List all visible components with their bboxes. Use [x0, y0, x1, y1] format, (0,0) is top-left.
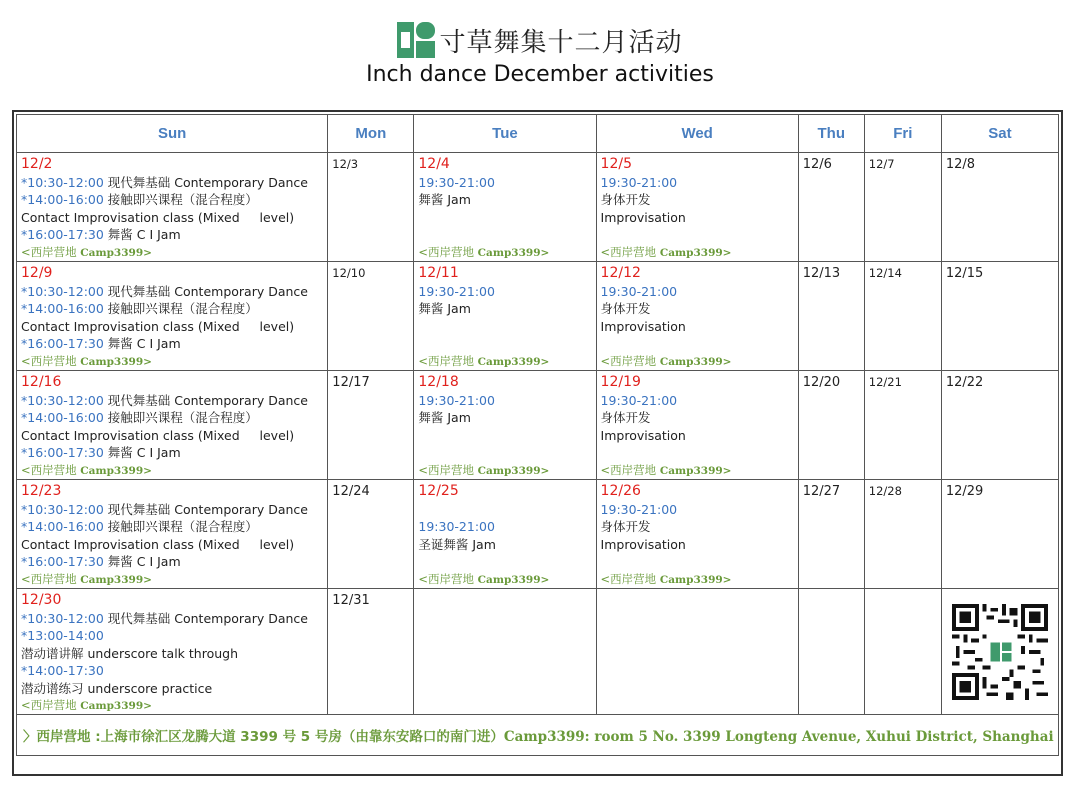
time: *10:30-12:00	[21, 174, 104, 190]
date: 12/31	[332, 593, 370, 608]
activity: Improvisation	[600, 536, 686, 552]
activity: 身体开发	[600, 519, 651, 534]
date: 12/19	[600, 374, 641, 390]
activity: 现代舞基础 Contemporary Dance	[103, 501, 308, 517]
activity: 接触即兴课程（混合程度）	[103, 301, 258, 316]
time: *10:30-12:00	[21, 501, 104, 517]
activity: 接触即兴课程（混合程度）	[103, 192, 258, 207]
tue-cell	[414, 262, 595, 370]
title-row	[0, 18, 1080, 62]
time: *16:00-17:30	[21, 554, 104, 569]
header-thu: Thu	[798, 115, 864, 153]
weekday-header-row	[17, 115, 1059, 153]
page-header	[0, 18, 1080, 87]
camp-label: <西岸营地 Camp3399>	[600, 354, 732, 368]
time: 19:30-21:00	[418, 174, 495, 190]
sun-cell	[17, 262, 327, 370]
activity: 圣诞舞酱 Jam	[418, 536, 496, 552]
sun-cell	[17, 153, 327, 261]
camp-address	[17, 715, 1059, 756]
camp-label: <西岸营地 Camp3399>	[418, 463, 550, 477]
date: 12/28	[868, 484, 902, 498]
activity: 潜动谱练习 underscore practice	[21, 680, 213, 696]
date: 12/5	[600, 156, 632, 172]
camp-label: <西岸营地 Camp3399>	[600, 245, 732, 259]
title-chinese: 寸草舞集十二月活动	[439, 27, 683, 58]
activity: Contact Improvisation class (Mixed level)	[21, 536, 295, 552]
time: 19:30-21:00	[600, 392, 678, 408]
date: 12/27	[802, 484, 841, 499]
camp-label: <西岸营地 Camp3399>	[600, 463, 732, 477]
date: 12/29	[945, 484, 984, 499]
activity: 现代舞基础 Contemporary Dance	[103, 174, 308, 190]
time: 19:30-21:00	[418, 283, 495, 299]
date: 12/14	[868, 266, 902, 280]
activity: Improvisation	[600, 427, 686, 443]
date: 12/13	[802, 266, 841, 281]
time: *10:30-12:00	[21, 610, 104, 626]
date: 12/30	[21, 592, 62, 608]
date: 12/8	[945, 157, 976, 172]
activity: 身体开发	[600, 301, 651, 316]
header-wed: Wed	[596, 115, 798, 153]
date: 12/3	[332, 157, 359, 171]
wed-cell	[597, 371, 798, 479]
time: 19:30-21:00	[600, 174, 678, 190]
sun-cell	[17, 589, 327, 714]
date: 12/9	[21, 265, 53, 281]
date: 12/22	[945, 375, 984, 390]
camp-label: <西岸营地 Camp3399>	[21, 245, 152, 259]
activity: 现代舞基础 Contemporary Dance	[103, 610, 308, 626]
date: 12/18	[418, 374, 459, 390]
activity: 舞酱 Jam	[418, 192, 471, 207]
camp-label: <西岸营地 Camp3399>	[600, 572, 732, 586]
date: 12/4	[418, 156, 450, 172]
wed-cell	[597, 480, 798, 588]
time: *16:00-17:30	[21, 336, 104, 351]
date: 12/20	[802, 375, 841, 390]
date: 12/16	[21, 374, 62, 390]
week-row	[17, 371, 1059, 480]
activity: 现代舞基础 Contemporary Dance	[103, 283, 308, 299]
camp-label: <西岸营地 Camp3399>	[418, 354, 550, 368]
address-cn: 〉西岸营地 :上海市徐汇区龙腾大道 3399 号 5 号房（由靠东安路口的南门进）	[23, 729, 504, 745]
footer-row	[17, 715, 1059, 756]
time: 19:30-21:00	[418, 519, 495, 534]
date: 12/24	[332, 484, 370, 499]
time: *14:00-16:00	[21, 410, 104, 425]
week-row	[17, 480, 1059, 589]
tue-cell	[414, 480, 595, 588]
time: *14:00-17:30	[21, 663, 104, 678]
qr-cell	[942, 589, 1058, 714]
activity: 接触即兴课程（混合程度）	[103, 519, 258, 534]
activity: 现代舞基础 Contemporary Dance	[103, 392, 308, 408]
wed-cell	[597, 262, 798, 370]
activity: 舞酱 C I Jam	[103, 227, 181, 242]
wed-cell	[597, 153, 798, 261]
tue-cell	[414, 153, 595, 261]
camp-label: <西岸营地 Camp3399>	[418, 245, 550, 259]
header-sat: Sat	[941, 115, 1058, 153]
sun-cell	[17, 371, 327, 479]
address-en: Camp3399: room 5 No. 3399 Longteng Avenue, Xuhui District, Shanghai	[503, 729, 1054, 745]
week-row	[17, 262, 1059, 371]
activity: Contact Improvisation class (Mixed level)	[21, 209, 295, 225]
time: *14:00-16:00	[21, 192, 104, 207]
date: 12/10	[332, 266, 366, 280]
date: 12/6	[802, 157, 832, 172]
tue-cell	[414, 371, 595, 479]
date: 12/7	[868, 157, 895, 171]
date: 12/11	[418, 265, 459, 281]
activity: 接触即兴课程（混合程度）	[103, 410, 258, 425]
week-row-last	[17, 589, 1059, 715]
header-mon: Mon	[328, 115, 414, 153]
date: 12/15	[945, 266, 984, 281]
calendar-table	[12, 110, 1063, 776]
date: 12/12	[600, 265, 641, 281]
date: 12/26	[600, 483, 641, 499]
time: *14:00-16:00	[21, 301, 104, 316]
activity: 舞酱 C I Jam	[103, 554, 181, 569]
activity: 舞酱 Jam	[418, 301, 471, 316]
activity: Contact Improvisation class (Mixed level)	[21, 318, 295, 334]
activity: Improvisation	[600, 209, 686, 225]
activity: Contact Improvisation class (Mixed level)	[21, 427, 295, 443]
inch-dance-logo-icon	[397, 22, 435, 58]
sun-cell	[17, 480, 327, 588]
time: *16:00-17:30	[21, 227, 104, 242]
camp-label: <西岸营地 Camp3399>	[418, 572, 550, 586]
time: *16:00-17:30	[21, 445, 104, 460]
activity: 舞酱 Jam	[418, 410, 471, 425]
week-row	[17, 153, 1059, 262]
time: 19:30-21:00	[600, 283, 678, 299]
header-tue: Tue	[414, 115, 596, 153]
date: 12/2	[21, 156, 53, 172]
camp-label: <西岸营地 Camp3399>	[21, 572, 152, 586]
header-sun: Sun	[17, 115, 328, 153]
activity: 舞酱 C I Jam	[103, 445, 181, 460]
time: 19:30-21:00	[418, 392, 495, 408]
time: *10:30-12:00	[21, 392, 104, 408]
activity: 身体开发	[600, 410, 651, 425]
time: 19:30-21:00	[600, 501, 678, 517]
date: 12/25	[418, 483, 459, 499]
title-english: Inch dance December activities	[366, 62, 714, 87]
header-fri: Fri	[864, 115, 941, 153]
time: *10:30-12:00	[21, 283, 104, 299]
activity: 舞酱 C I Jam	[103, 336, 181, 351]
camp-label: <西岸营地 Camp3399>	[21, 698, 152, 712]
date: 12/17	[332, 375, 370, 390]
date: 12/23	[21, 483, 62, 499]
activity: Improvisation	[600, 318, 686, 334]
camp-label: <西岸营地 Camp3399>	[21, 463, 152, 477]
camp-label: <西岸营地 Camp3399>	[21, 354, 152, 368]
qr-code-icon[interactable]	[952, 604, 1048, 700]
time: *13:00-14:00	[21, 628, 104, 643]
activity: 身体开发	[600, 192, 651, 207]
date: 12/21	[868, 375, 902, 389]
activity: 潜动谱讲解 underscore talk through	[21, 645, 239, 661]
time: *14:00-16:00	[21, 519, 104, 534]
